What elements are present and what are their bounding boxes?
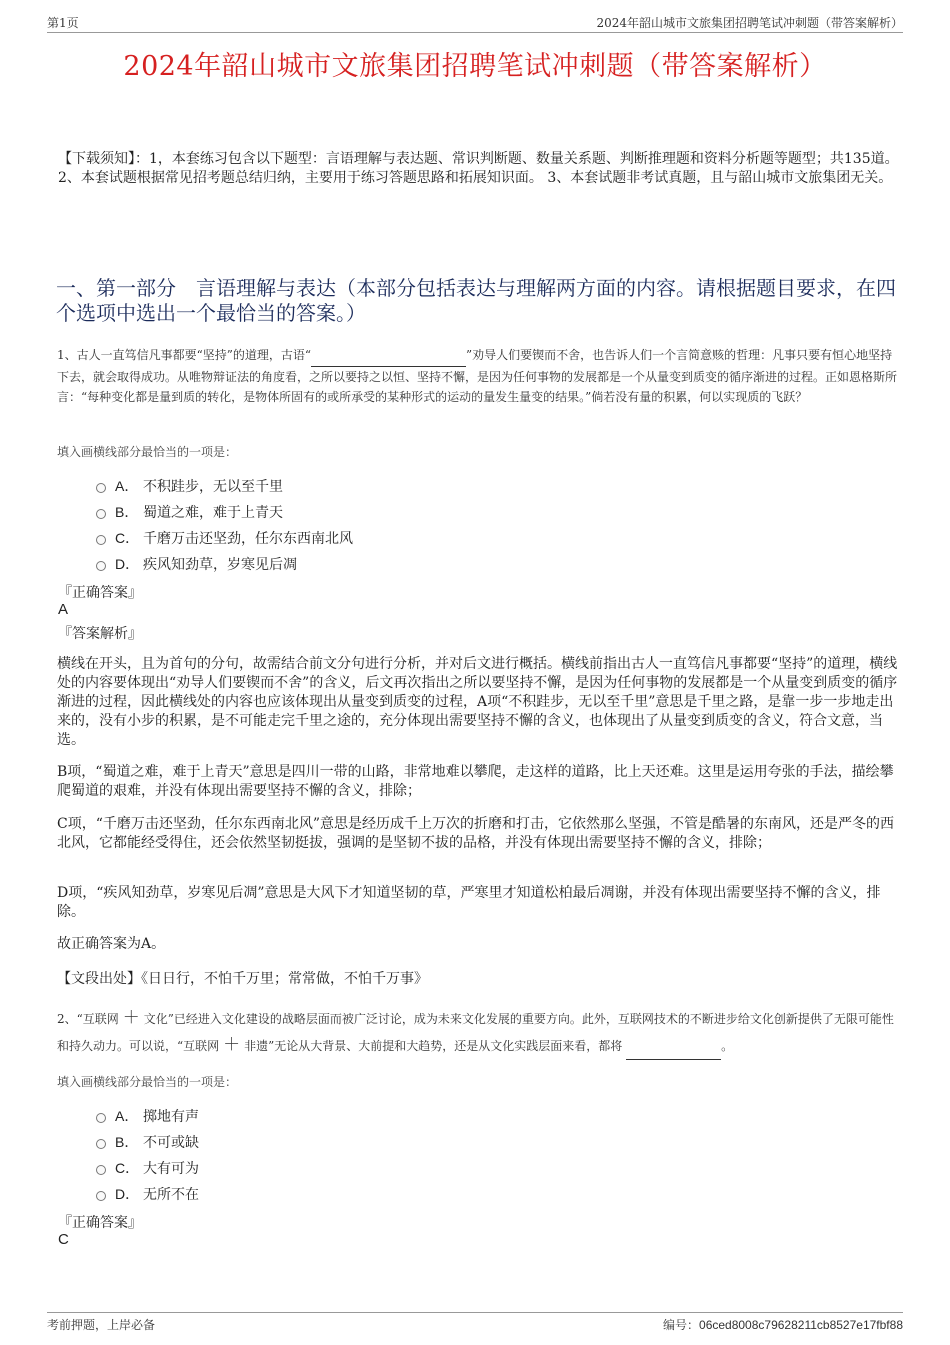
source-citation: 【文段出处】《日日行，不怕千万里；常常做，不怕千万事》	[57, 971, 428, 987]
analysis-paragraph: B项，“蜀道之难，难于上青天”意思是四川一带的山路，非常地难以攀爬，走这样的道路，比上天还难。这里是运用夸张的手法，描绘攀爬蜀道的艰难，并没有体现出需要坚持不懈的含义，排除；	[57, 764, 894, 799]
question-1-stem	[57, 345, 898, 408]
option-b[interactable]: B． 不可或缺	[96, 1129, 199, 1155]
page-number: 第1页	[47, 16, 79, 30]
plus-icon: ＋	[223, 1035, 241, 1055]
correct-answer: A	[58, 601, 69, 618]
option-c[interactable]: C． 千磨万击还坚劲，任尔东西南北风	[96, 525, 353, 551]
page-header	[47, 14, 903, 33]
correct-answer-label: 『正确答案』	[58, 1215, 142, 1231]
correct-answer: C	[58, 1231, 69, 1248]
question-1-options	[96, 473, 353, 577]
question-2-prompt: 填入画横线部分最恰当的一项是：	[57, 1075, 238, 1089]
download-notice: 【下载须知】：1，本套练习包含以下题型：言语理解与表达题、常识判断题、数量关系题、判断推理题和资料分析题等题型；共135道。 2、本套试题根据常见招考题总结归纳，主要用于练习答题思路和拓展知识面。 3、本套试题非考试真题，且与韶山城市文旅集团无关。	[58, 151, 899, 186]
analysis-paragraph: D项，“疾风知劲草，岁寒见后凋”意思是大风下才知道坚韧的草，严寒里才知道松柏最后凋谢，并没有体现出需要坚持不懈的含义，排除。	[57, 885, 881, 920]
section-title: 一、第一部分 言语理解与表达（本部分包括表达与理解两方面的内容。请根据题目要求，在四个选项中选出一个最恰当的答案。）	[56, 276, 896, 325]
radio-icon[interactable]	[96, 1165, 106, 1175]
radio-icon[interactable]	[96, 535, 106, 545]
plus-icon: ＋	[122, 1008, 140, 1028]
radio-icon[interactable]	[96, 561, 106, 571]
radio-icon[interactable]	[96, 1139, 106, 1149]
footer-slogan: 考前押题，上岸必备	[47, 1318, 156, 1332]
option-a[interactable]: A． 掷地有声	[96, 1103, 199, 1129]
analysis-conclusion: 故正确答案为A。	[57, 936, 166, 952]
question-2-options	[96, 1103, 199, 1207]
correct-answer-label: 『正确答案』	[58, 585, 142, 601]
analysis-paragraph: 横线在开头，且为首句的分句，故需结合前文分句进行分析，并对后文进行概括。横线前指出古人一直笃信凡事都要“坚持”的道理，横线处的内容要体现出“劝导人们要锲而不舍”的含义，后文再次指出之所以要坚持不懈，是因为任何事物的发展都是一个从量变到质变的循序渐进的过程，因此横线处的内容也应该体现出从量变到质变的过程，A项“不积跬步，无以至千里”意思是千里之路，是靠一步一步地走出来的，没有小步的积累，是不可能走完千里之途的，充分体现出需要坚持不懈的含义，也体现出了从量变到质变的含义，符合文意，当选。	[57, 656, 898, 748]
document-code: 编号：06ced8008c79628211cb8527e17fbf88	[663, 1318, 903, 1332]
analysis-paragraph: C项，“千磨万击还坚劲，任尔东西南北风”意思是经历成千上万次的折磨和打击，它依然那么坚强，不管是酷暑的东南风，还是严冬的西北风，它都能经受得住，还会依然坚韧挺拔，强调的是坚韧不拔的品格，并没有体现出需要坚持不懈的含义，排除；	[57, 816, 895, 851]
radio-icon[interactable]	[96, 483, 106, 493]
question-1-prompt: 填入画横线部分最恰当的一项是：	[57, 445, 238, 459]
option-b[interactable]: B． 蜀道之难，难于上青天	[96, 499, 353, 525]
option-c[interactable]: C． 大有可为	[96, 1155, 199, 1181]
header-doc-title: 2024年韶山城市文旅集团招聘笔试冲刺题（带答案解析）	[596, 16, 903, 30]
question-1-stem-part1: 1、古人一直笃信凡事都要“坚持”的道理，古语“	[57, 348, 312, 362]
analysis-label: 『答案解析』	[58, 626, 142, 642]
option-d[interactable]: D． 疾风知劲草，岁寒见后凋	[96, 551, 353, 577]
radio-icon[interactable]	[96, 509, 106, 519]
question-1-stem-part2: ”劝导人们要锲而不舍，也告诉人们一个言简意赅的哲理：凡事只要有恒心地坚持下去，就会取得成功。从唯物辩证法的角度看，之所以要持之以恒、坚持不懈，是因为任何事物的发展都是一个从量变到质变的循序渐进的过程。正如恩格斯所言：“每种变化都是量到质的转化，是物体所固有的或所承受的某种形式的运动的量发生量变的结果。”倘若没有量的积累，何以实现质的飞跃？	[57, 348, 898, 404]
answer-blank	[311, 345, 466, 367]
radio-icon[interactable]	[96, 1113, 106, 1123]
answer-blank	[626, 1033, 721, 1060]
option-a[interactable]: A． 不积跬步，无以至千里	[96, 473, 353, 499]
question-2-stem: 2、“互联网 ＋ 文化”已经进入文化建设的战略层面而被广泛讨论，成为未来文化发展的重要方向。此外，互联网技术的不断进步给文化创新提供了无限可能性和持久动力。可以说，“互联网 ＋ 非遗”无论从大背景、大前提和大趋势，还是从文化实践层面来看，都将 。	[57, 1005, 898, 1060]
option-d[interactable]: D． 无所不在	[96, 1181, 199, 1207]
page-footer	[47, 1312, 903, 1332]
radio-icon[interactable]	[96, 1191, 106, 1201]
page-title: 2024年韶山城市文旅集团招聘笔试冲刺题（带答案解析）	[123, 51, 827, 82]
